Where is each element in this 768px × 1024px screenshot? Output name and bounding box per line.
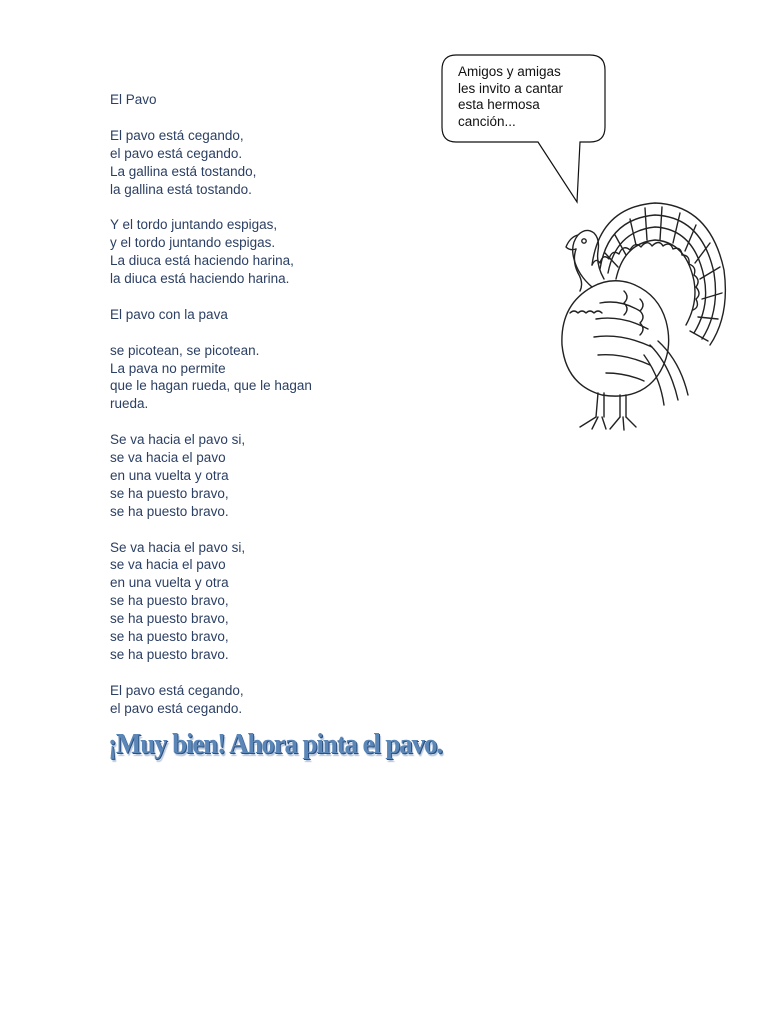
speech-bubble-line: esta hermosa xyxy=(458,97,540,112)
poem-line: en una vuelta y otra xyxy=(110,575,229,591)
poem-stanza xyxy=(110,306,430,324)
poem-line: Y el tordo juntando espigas, xyxy=(110,217,278,233)
poem-line: Se va hacia el pavo si, xyxy=(110,539,246,555)
poem-line: el pavo está cegando. xyxy=(110,700,243,716)
poem-line: se ha puesto bravo. xyxy=(110,503,229,519)
poem-line: El pavo está cegando, xyxy=(110,682,244,698)
turkey-legs-icon xyxy=(580,393,636,430)
turkey-head-icon xyxy=(566,230,604,313)
poem-line: en una vuelta y otra xyxy=(110,467,229,483)
poem-line: se va hacia el pavo xyxy=(110,557,226,573)
poem-line: se ha puesto bravo, xyxy=(110,629,229,645)
poem-line: El pavo está cegando, xyxy=(110,127,244,143)
poem xyxy=(110,91,430,736)
poem-line: Se va hacia el pavo si, xyxy=(110,432,246,448)
poem-line: y el tordo juntando espigas. xyxy=(110,235,276,251)
closing-wordart: ¡Muy bien! Ahora pinta el pavo. xyxy=(108,728,443,760)
poem-line: se ha puesto bravo, xyxy=(110,485,229,501)
poem-stanza xyxy=(110,216,430,288)
poem-line: que le hagan rueda, que le hagan xyxy=(110,378,312,394)
poem-line: la diuca está haciendo harina. xyxy=(110,271,290,287)
poem-line: el pavo está cegando. xyxy=(110,145,243,161)
poem-stanza xyxy=(110,539,430,664)
speech-bubble-line: les invito a cantar xyxy=(458,80,564,96)
poem-line: se ha puesto bravo. xyxy=(110,647,229,662)
poem-line: se picotean, se picotean. xyxy=(110,342,260,358)
poem-line: La gallina está tostando, xyxy=(110,163,257,179)
poem-line: se va hacia el pavo xyxy=(110,450,226,466)
poem-stanza xyxy=(110,127,430,199)
poem-line: rueda. xyxy=(110,396,149,412)
poem-line: se ha puesto bravo, xyxy=(110,593,229,609)
speech-bubble-text xyxy=(458,64,598,130)
poem-line: se ha puesto bravo, xyxy=(110,611,229,627)
poem-stanza xyxy=(110,342,430,414)
turkey-illustration xyxy=(540,195,730,440)
poem-stanza xyxy=(110,431,430,521)
poem-stanza xyxy=(110,682,430,718)
speech-bubble-line: Amigos y amigas xyxy=(458,64,561,79)
poem-line: la gallina está tostando. xyxy=(110,181,252,197)
turkey-tail-icon xyxy=(592,203,725,345)
poem-stanzas xyxy=(110,127,430,718)
speech-bubble-line: canción... xyxy=(458,113,516,129)
poem-line: La pava no permite xyxy=(110,360,226,376)
poem-title: El Pavo xyxy=(110,92,157,107)
poem-line: El pavo con la pava xyxy=(110,306,228,322)
turkey-body-icon xyxy=(562,281,688,405)
poem-line: La diuca está haciendo harina, xyxy=(110,253,294,269)
speech-bubble xyxy=(440,53,608,205)
